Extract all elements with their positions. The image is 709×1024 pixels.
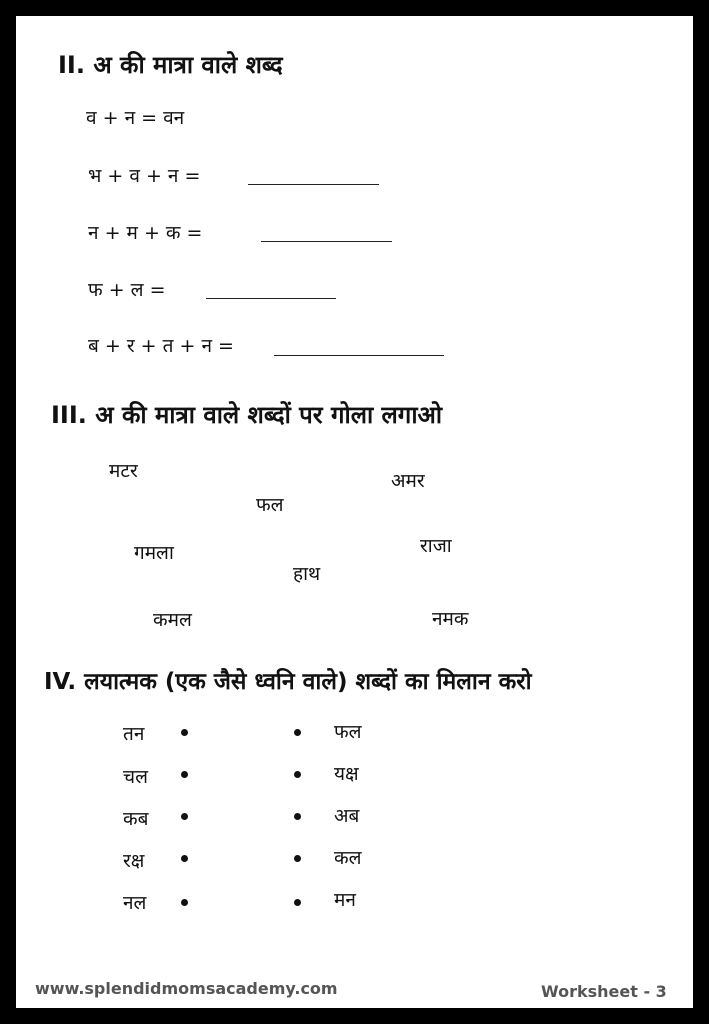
circle-word-1[interactable]: मटर xyxy=(109,460,138,482)
section-4-heading: IV. लयात्मक (एक जैसे ध्वनि वाले) शब्दों का मिलान करो xyxy=(44,669,532,695)
circle-word-5[interactable]: राजा xyxy=(420,535,452,557)
equation-2: न + म + क = xyxy=(88,222,203,244)
match-left-dot-3[interactable] xyxy=(181,813,188,820)
answer-blank-4[interactable] xyxy=(274,355,444,356)
match-left-dot-2[interactable] xyxy=(181,771,188,778)
match-left-dot-4[interactable] xyxy=(181,855,188,862)
equation-1: भ + व + न = xyxy=(88,165,201,187)
equation-3: फ + ल = xyxy=(88,279,166,301)
match-right-dot-2[interactable] xyxy=(294,771,301,778)
match-right-dot-5[interactable] xyxy=(294,899,301,906)
match-right-dot-3[interactable] xyxy=(294,813,301,820)
circle-word-3[interactable]: फल xyxy=(256,494,284,516)
match-left-dot-1[interactable] xyxy=(181,729,188,736)
match-right-dot-4[interactable] xyxy=(294,855,301,862)
match-right-4: कल xyxy=(334,847,362,869)
match-left-1: तन xyxy=(123,723,145,745)
match-left-4: रक्ष xyxy=(123,850,145,872)
circle-word-6[interactable]: हाथ xyxy=(293,563,321,585)
section-2-heading: II. अ की मात्रा वाले शब्द xyxy=(58,51,283,79)
footer-website: www.splendidmomsacademy.com xyxy=(35,979,338,998)
answer-blank-3[interactable] xyxy=(206,298,336,299)
circle-word-4[interactable]: गमला xyxy=(134,542,174,564)
match-right-dot-1[interactable] xyxy=(294,729,301,736)
match-right-2: यक्ष xyxy=(334,763,359,785)
section-3-heading: III. अ की मात्रा वाले शब्दों पर गोला लगाओ xyxy=(51,401,443,429)
match-left-2: चल xyxy=(123,766,148,788)
circle-word-8[interactable]: नमक xyxy=(432,608,469,630)
answer-blank-1[interactable] xyxy=(248,184,379,185)
equation-4: ब + र + त + न = xyxy=(88,335,234,357)
circle-word-7[interactable]: कमल xyxy=(153,609,192,631)
match-right-5: मन xyxy=(334,889,356,911)
match-right-3: अब xyxy=(334,805,360,827)
match-right-1: फल xyxy=(334,721,362,743)
footer-worksheet-label: Worksheet - 3 xyxy=(541,982,667,1001)
example-equation: व + न = वन xyxy=(86,107,185,129)
worksheet-page xyxy=(16,16,693,1008)
match-left-5: नल xyxy=(123,892,147,914)
answer-blank-2[interactable] xyxy=(261,241,392,242)
match-left-dot-5[interactable] xyxy=(181,899,188,906)
circle-word-2[interactable]: अमर xyxy=(391,470,425,492)
match-left-3: कब xyxy=(123,808,149,830)
